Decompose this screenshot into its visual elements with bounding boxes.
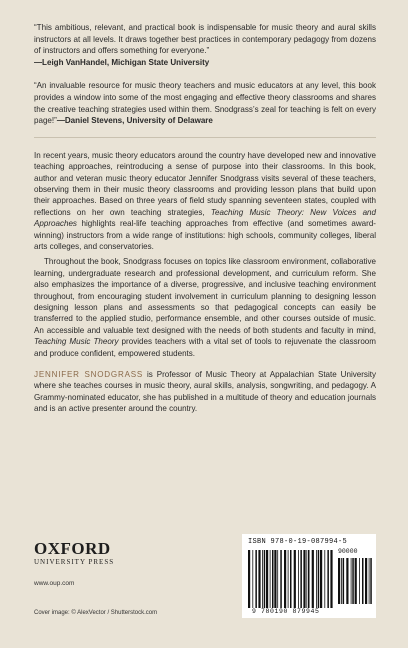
author-bio (34, 369, 376, 415)
barcode-stripe (262, 550, 263, 608)
barcode-stripe (341, 558, 342, 604)
description-1-text-end: highlights real-life teaching approaches from effective (and sometimes award-winning) instructors from a wide range of institutions: high schools, community colleges, liberal arts colleges, and conservatories. (34, 219, 376, 251)
barcode-digits: 9 780190 879945 (252, 608, 320, 615)
barcode-stripe (272, 550, 274, 608)
quote-1-text: “This ambitious, relevant, and practical book is indispensable for music theory and aural skills instructors at all levels. It draws together best practices in contemporary pedagogy from dozens of instructors and offers something for everyone.” (34, 23, 376, 56)
endorsement-quote-1 (34, 22, 376, 68)
barcode-stripe (327, 550, 329, 608)
barcode-stripe (320, 550, 322, 608)
barcode-stripe (252, 550, 253, 608)
quote-2-attribution: —Daniel Stevens, University of Delaware (56, 116, 213, 126)
back-cover-footer (34, 534, 376, 624)
barcode-stripe (303, 550, 305, 608)
barcode-stripe (308, 550, 310, 608)
isbn-label: ISBN 978-0-19-087994-5 (248, 538, 348, 546)
publisher-subtitle: UNIVERSITY PRESS (34, 558, 115, 566)
barcode-stripe (258, 550, 260, 608)
barcode-stripe (316, 550, 317, 608)
barcode-stripe (338, 558, 340, 604)
barcode-stripe (266, 550, 268, 608)
oxford-logo (34, 540, 114, 566)
publisher-name: OXFORD (34, 539, 111, 558)
barcode-stripe (346, 558, 348, 604)
barcode-stripe (300, 550, 302, 608)
barcode-stripe (324, 550, 325, 608)
barcode-stripe (306, 550, 307, 608)
barcode-stripe (369, 558, 370, 604)
barcode-stripe (298, 550, 299, 608)
barcode-addon: 90000 (338, 548, 358, 555)
quote-2-text: “An invaluable resource for music theory teachers and music educators at any level, this book provides a window into some of the most engaging and effective theory classrooms and shares the creative teaching strategies used within them. Snodgrass’s zeal for teaching is felt on every page!” (34, 81, 376, 126)
barcode-stripe (343, 558, 345, 604)
barcode-stripe (290, 550, 292, 608)
barcode-stripe (352, 558, 354, 604)
barcode-stripe (255, 550, 257, 608)
barcode-stripe (330, 550, 332, 608)
description-2-text: Throughout the book, Snodgrass focuses on topics like classroom environment, collaborative learning, undergraduate research and professional development, and curriculum reform. She also emphasizes the importance of a diverse, progressive, and inclusive teaching environment throughout, from encouraging student involvement in curriculum planning to designing lesson designing lesson plans and assessments so that pedagogical concepts can easily be transferred to the applied studio, performance ensemble, and other courses outside of music. An accessible and valuable text designed with the needs of both students and faculty in mind, (34, 257, 376, 335)
barcode-stripe (264, 550, 266, 608)
book-short-title: Teaching Music Theory (34, 337, 119, 347)
barcode-stripe (312, 550, 314, 608)
barcode-stripe (355, 558, 357, 604)
divider (34, 137, 376, 138)
barcode-stripe (318, 550, 320, 608)
barcode-stripe (351, 558, 352, 604)
barcode-stripe (365, 558, 367, 604)
barcode-stripe (274, 550, 276, 608)
back-cover-text (34, 22, 376, 415)
barcode-stripe (370, 558, 372, 604)
description-paragraph-1 (34, 150, 376, 253)
barcode-stripe (359, 558, 360, 604)
author-name: JENNIFER SNODGRASS (34, 370, 144, 380)
barcode-stripe (270, 550, 271, 608)
description-paragraph-2 (34, 256, 376, 359)
description-2-text-end: provides teachers with a vital set of tools to rejuvenate the classroom and produce confident, empowered students. (34, 337, 376, 358)
book-title: Teaching Music Theory: New Voices and Approaches (34, 207, 376, 229)
barcode-stripe (362, 558, 364, 604)
quote-1-attribution: —Leigh VanHandel, Michigan State University (34, 57, 210, 67)
barcode-stripe (288, 550, 289, 608)
description-1-text: In recent years, music theory educators around the country have developed new and innovative teaching approaches, reintroducing a sense of purpose into their classrooms. In this book, author and veteran music theory educator Jennifer Snodgrass visits several of these teachers, observing them in their music theory classrooms and providing lesson plans that build upon their approaches. Based on three years of field study spanning seventeen states, coupled with reflections on her own teaching strategies, (34, 150, 376, 217)
endorsement-quote-2 (34, 80, 376, 126)
barcode (242, 534, 376, 618)
barcode-stripe (280, 550, 282, 608)
author-bio-text: is Professor of Music Theory at Appalachian State University where she teaches courses in music theory, aural skills, analysis, songwriting, and pedagogy. A Grammy-nominated educator, she has published in a multitude of theory and education journals and is an active presenter around the country. (34, 370, 376, 414)
barcode-stripe (277, 550, 278, 608)
publisher-url: www.oup.com (34, 580, 75, 587)
barcode-stripe (294, 550, 296, 608)
barcode-stripe (284, 550, 286, 608)
addon-barcode-icon (338, 558, 372, 604)
ean-barcode-icon (248, 550, 334, 608)
cover-credit: Cover image: © AlexVector / Shutterstock.com (34, 610, 158, 616)
barcode-stripe (248, 550, 250, 608)
